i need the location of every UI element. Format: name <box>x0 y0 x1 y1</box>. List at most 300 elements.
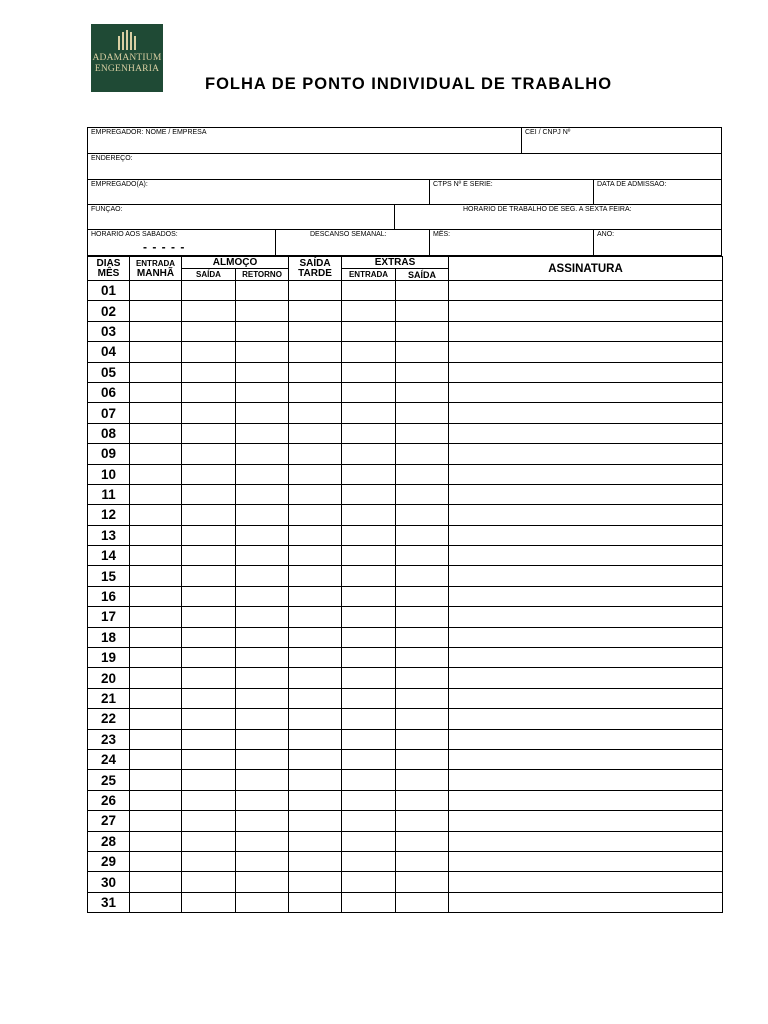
extras-saida-cell[interactable] <box>396 688 449 708</box>
assinatura-cell[interactable] <box>449 382 723 402</box>
almoco-header: ALMOÇO <box>182 257 289 269</box>
saida-tarde-cell[interactable] <box>289 505 342 525</box>
saida-tarde-cell[interactable] <box>289 831 342 851</box>
day-number: 13 <box>88 525 130 545</box>
extras-entrada-cell[interactable] <box>342 403 396 423</box>
ctps-field[interactable]: CTPS Nº E SERIE: <box>430 180 594 204</box>
almoco-retorno-cell[interactable] <box>236 484 289 504</box>
almoco-saida-cell[interactable] <box>182 586 236 606</box>
entrada-manha-cell[interactable] <box>130 484 182 504</box>
table-row <box>88 525 723 545</box>
entrada-manha-cell[interactable] <box>130 566 182 586</box>
header-form <box>87 127 722 256</box>
descanso-field[interactable]: DESCANSO SEMANAL: <box>276 230 430 255</box>
saida-tarde-cell[interactable] <box>289 627 342 647</box>
assinatura-cell[interactable] <box>449 281 723 301</box>
entrada-manha-cell[interactable] <box>130 709 182 729</box>
extras-saida-cell[interactable] <box>396 464 449 484</box>
extras-entrada-cell[interactable] <box>342 342 396 362</box>
extras-entrada-cell[interactable] <box>342 770 396 790</box>
assinatura-cell[interactable] <box>449 749 723 769</box>
extras-saida-cell[interactable] <box>396 811 449 831</box>
day-number: 09 <box>88 444 130 464</box>
entrada-manha-cell[interactable] <box>130 342 182 362</box>
extras-entrada-cell[interactable] <box>342 423 396 443</box>
almoco-saida-cell[interactable] <box>182 321 236 341</box>
almoco-retorno-cell[interactable] <box>236 648 289 668</box>
extras-entrada-cell[interactable] <box>342 790 396 810</box>
entrada-manha-cell[interactable] <box>130 851 182 871</box>
almoco-retorno-cell[interactable] <box>236 382 289 402</box>
assinatura-cell[interactable] <box>449 403 723 423</box>
logo-bars-icon <box>91 30 163 50</box>
extras-saida-cell[interactable] <box>396 627 449 647</box>
table-row <box>88 586 723 606</box>
assinatura-cell[interactable] <box>449 648 723 668</box>
almoco-saida-cell[interactable] <box>182 872 236 892</box>
extras-entrada-cell[interactable] <box>342 627 396 647</box>
entrada-manha-cell[interactable] <box>130 688 182 708</box>
cei-field[interactable]: CEI / CNPJ Nº <box>525 129 571 136</box>
extras-entrada-cell[interactable] <box>342 688 396 708</box>
day-number: 04 <box>88 342 130 362</box>
extras-entrada-cell[interactable] <box>342 546 396 566</box>
extras-saida-cell[interactable] <box>396 525 449 545</box>
entrada-manha-cell[interactable] <box>130 811 182 831</box>
almoco-saida-cell[interactable] <box>182 831 236 851</box>
table-row <box>88 301 723 321</box>
extras-saida-cell[interactable] <box>396 484 449 504</box>
day-number: 23 <box>88 729 130 749</box>
assinatura-header: ASSINATURA <box>449 257 723 281</box>
day-number: 24 <box>88 749 130 769</box>
ano-field[interactable]: ANO: <box>597 231 615 238</box>
entrada-manha-cell[interactable] <box>130 892 182 912</box>
header-row-2 <box>88 154 721 180</box>
extras-saida-cell[interactable] <box>396 301 449 321</box>
extras-entrada-cell[interactable] <box>342 709 396 729</box>
empregador-field[interactable]: EMPREGADOR: NOME / EMPRESA <box>88 128 522 153</box>
almoco-saida-cell[interactable] <box>182 362 236 382</box>
extras-entrada-cell[interactable] <box>342 668 396 688</box>
day-number: 16 <box>88 586 130 606</box>
assinatura-cell[interactable] <box>449 709 723 729</box>
extras-entrada-cell[interactable] <box>342 566 396 586</box>
almoco-retorno-cell[interactable] <box>236 790 289 810</box>
header-row-4 <box>88 205 721 230</box>
saida-tarde-cell[interactable] <box>289 403 342 423</box>
almoco-retorno-cell[interactable] <box>236 668 289 688</box>
saida-tarde-cell[interactable] <box>289 688 342 708</box>
assinatura-cell[interactable] <box>449 464 723 484</box>
almoco-retorno-cell[interactable] <box>236 362 289 382</box>
saida-tarde-cell[interactable] <box>289 892 342 912</box>
assinatura-cell[interactable] <box>449 362 723 382</box>
extras-entrada-cell[interactable] <box>342 872 396 892</box>
saida-tarde-cell[interactable] <box>289 444 342 464</box>
extras-saida-cell[interactable] <box>396 382 449 402</box>
almoco-retorno-cell[interactable] <box>236 566 289 586</box>
assinatura-cell[interactable] <box>449 729 723 749</box>
logo-text-line2: ENGENHARIA <box>94 64 160 74</box>
table-row <box>88 831 723 851</box>
day-number: 05 <box>88 362 130 382</box>
extras-entrada-cell[interactable] <box>342 362 396 382</box>
entrada-manha-cell[interactable] <box>130 790 182 810</box>
header-row-1 <box>88 128 721 154</box>
extras-saida-cell[interactable] <box>396 648 449 668</box>
almoco-retorno-cell[interactable] <box>236 464 289 484</box>
table-row <box>88 892 723 912</box>
saida-tarde-cell[interactable] <box>289 668 342 688</box>
almoco-saida-cell[interactable] <box>182 851 236 871</box>
table-row <box>88 484 723 504</box>
assinatura-cell[interactable] <box>449 811 723 831</box>
table-row <box>88 851 723 871</box>
extras-saida-cell[interactable] <box>396 790 449 810</box>
almoco-retorno-cell[interactable] <box>236 607 289 627</box>
extras-entrada-cell[interactable] <box>342 301 396 321</box>
assinatura-cell[interactable] <box>449 872 723 892</box>
saida-tarde-cell[interactable] <box>289 546 342 566</box>
extras-saida-cell[interactable] <box>396 668 449 688</box>
assinatura-cell[interactable] <box>449 607 723 627</box>
extras-saida-cell[interactable] <box>396 607 449 627</box>
almoco-saida-cell[interactable] <box>182 464 236 484</box>
day-number: 29 <box>88 851 130 871</box>
company-logo <box>91 24 163 92</box>
extras-saida-cell[interactable] <box>396 403 449 423</box>
day-number: 17 <box>88 607 130 627</box>
almoco-retorno-cell[interactable] <box>236 872 289 892</box>
extras-entrada-cell[interactable] <box>342 749 396 769</box>
almoco-saida-cell[interactable] <box>182 892 236 912</box>
almoco-retorno-cell[interactable] <box>236 709 289 729</box>
entrada-manha-cell[interactable] <box>130 668 182 688</box>
extras-saida-cell[interactable] <box>396 362 449 382</box>
extras-saida-header: SAÍDA <box>396 269 449 281</box>
admissao-field[interactable]: DATA DE ADMISSAO: <box>597 181 667 188</box>
extras-saida-cell[interactable] <box>396 342 449 362</box>
table-row <box>88 688 723 708</box>
day-number: 21 <box>88 688 130 708</box>
day-number: 02 <box>88 301 130 321</box>
almoco-retorno-cell[interactable] <box>236 586 289 606</box>
saida-tarde-cell[interactable] <box>289 648 342 668</box>
mes-field[interactable]: MÊS: <box>430 230 594 255</box>
extras-entrada-cell[interactable] <box>342 464 396 484</box>
almoco-saida-cell[interactable] <box>182 403 236 423</box>
table-row <box>88 281 723 301</box>
empregado-field[interactable]: EMPREGADO(A): <box>88 180 430 204</box>
day-number: 22 <box>88 709 130 729</box>
extras-entrada-cell[interactable] <box>342 382 396 402</box>
table-row <box>88 811 723 831</box>
almoco-retorno-cell[interactable] <box>236 444 289 464</box>
almoco-saida-header: SAÍDA <box>182 269 236 281</box>
saida-tarde-cell[interactable] <box>289 382 342 402</box>
extras-saida-cell[interactable] <box>396 831 449 851</box>
extras-saida-cell[interactable] <box>396 709 449 729</box>
entrada-manha-cell[interactable] <box>130 627 182 647</box>
extras-entrada-cell[interactable] <box>342 505 396 525</box>
assinatura-cell[interactable] <box>449 566 723 586</box>
saida-tarde-cell[interactable] <box>289 362 342 382</box>
extras-saida-cell[interactable] <box>396 546 449 566</box>
header-row-5 <box>88 230 721 255</box>
sabados-value: - - - - - <box>143 240 186 254</box>
almoco-saida-cell[interactable] <box>182 525 236 545</box>
entrada-manha-cell[interactable] <box>130 505 182 525</box>
extras-saida-cell[interactable] <box>396 444 449 464</box>
entrada-manha-cell[interactable] <box>130 525 182 545</box>
saida-tarde-cell[interactable] <box>289 281 342 301</box>
entrada-manha-cell[interactable] <box>130 382 182 402</box>
day-number: 19 <box>88 648 130 668</box>
assinatura-cell[interactable] <box>449 321 723 341</box>
assinatura-cell[interactable] <box>449 851 723 871</box>
saida-tarde-cell[interactable] <box>289 423 342 443</box>
extras-saida-cell[interactable] <box>396 770 449 790</box>
almoco-saida-cell[interactable] <box>182 729 236 749</box>
almoco-saida-cell[interactable] <box>182 444 236 464</box>
almoco-saida-cell[interactable] <box>182 607 236 627</box>
extras-entrada-cell[interactable] <box>342 281 396 301</box>
entrada-manha-cell[interactable] <box>130 464 182 484</box>
day-number: 31 <box>88 892 130 912</box>
funcao-field[interactable]: FUNÇAO: <box>88 205 395 229</box>
assinatura-cell[interactable] <box>449 627 723 647</box>
saida-tarde-cell[interactable] <box>289 586 342 606</box>
almoco-retorno-cell[interactable] <box>236 403 289 423</box>
almoco-retorno-cell[interactable] <box>236 505 289 525</box>
extras-entrada-cell[interactable] <box>342 729 396 749</box>
table-row <box>88 607 723 627</box>
almoco-saida-cell[interactable] <box>182 709 236 729</box>
extras-entrada-cell[interactable] <box>342 892 396 912</box>
entrada-manha-cell[interactable] <box>130 648 182 668</box>
almoco-saida-cell[interactable] <box>182 790 236 810</box>
day-number: 20 <box>88 668 130 688</box>
entrada-manha-cell[interactable] <box>130 729 182 749</box>
day-number: 10 <box>88 464 130 484</box>
extras-header: EXTRAS <box>342 257 449 269</box>
almoco-saida-cell[interactable] <box>182 382 236 402</box>
day-number: 26 <box>88 790 130 810</box>
entrada-manha-cell[interactable] <box>130 770 182 790</box>
almoco-retorno-cell[interactable] <box>236 525 289 545</box>
extras-saida-cell[interactable] <box>396 321 449 341</box>
assinatura-cell[interactable] <box>449 484 723 504</box>
table-row <box>88 566 723 586</box>
day-number: 30 <box>88 872 130 892</box>
assinatura-cell[interactable] <box>449 505 723 525</box>
saida-tarde-cell[interactable] <box>289 811 342 831</box>
day-rows <box>88 281 723 913</box>
almoco-retorno-cell[interactable] <box>236 892 289 912</box>
assinatura-cell[interactable] <box>449 790 723 810</box>
saida-tarde-cell[interactable] <box>289 321 342 341</box>
table-row <box>88 790 723 810</box>
timesheet-table <box>87 256 723 913</box>
assinatura-cell[interactable] <box>449 770 723 790</box>
extras-entrada-cell[interactable] <box>342 484 396 504</box>
almoco-saida-cell[interactable] <box>182 688 236 708</box>
entrada-manha-cell[interactable] <box>130 586 182 606</box>
entrada-manha-cell[interactable] <box>130 749 182 769</box>
assinatura-cell[interactable] <box>449 892 723 912</box>
assinatura-cell[interactable] <box>449 586 723 606</box>
logo-text-line1: ADAMANTIUM <box>92 53 162 63</box>
table-row <box>88 444 723 464</box>
extras-entrada-header: ENTRADA <box>342 269 396 281</box>
almoco-retorno-cell[interactable] <box>236 831 289 851</box>
extras-saida-cell[interactable] <box>396 566 449 586</box>
almoco-saida-cell[interactable] <box>182 505 236 525</box>
saida-tarde-cell[interactable] <box>289 607 342 627</box>
entrada-manha-cell[interactable] <box>130 444 182 464</box>
almoco-saida-cell[interactable] <box>182 811 236 831</box>
almoco-retorno-cell[interactable] <box>236 811 289 831</box>
almoco-saida-cell[interactable] <box>182 484 236 504</box>
assinatura-cell[interactable] <box>449 525 723 545</box>
assinatura-cell[interactable] <box>449 301 723 321</box>
entrada-manha-cell[interactable] <box>130 546 182 566</box>
day-number: 27 <box>88 811 130 831</box>
saida-tarde-cell[interactable] <box>289 729 342 749</box>
almoco-retorno-cell[interactable] <box>236 749 289 769</box>
almoco-retorno-cell[interactable] <box>236 770 289 790</box>
saida-tarde-cell[interactable] <box>289 525 342 545</box>
dias-mes-header: DIAS MÊS <box>88 257 130 281</box>
saida-tarde-cell[interactable] <box>289 770 342 790</box>
almoco-saida-cell[interactable] <box>182 770 236 790</box>
almoco-retorno-cell[interactable] <box>236 301 289 321</box>
saida-tarde-cell[interactable] <box>289 872 342 892</box>
extras-entrada-cell[interactable] <box>342 444 396 464</box>
extras-saida-cell[interactable] <box>396 281 449 301</box>
almoco-retorno-cell[interactable] <box>236 342 289 362</box>
almoco-retorno-cell[interactable] <box>236 281 289 301</box>
almoco-saida-cell[interactable] <box>182 281 236 301</box>
table-row <box>88 627 723 647</box>
saida-tarde-cell[interactable] <box>289 709 342 729</box>
day-number: 12 <box>88 505 130 525</box>
almoco-retorno-cell[interactable] <box>236 321 289 341</box>
saida-tarde-cell[interactable] <box>289 301 342 321</box>
extras-saida-cell[interactable] <box>396 851 449 871</box>
extras-entrada-cell[interactable] <box>342 607 396 627</box>
extras-saida-cell[interactable] <box>396 505 449 525</box>
page-title: FOLHA DE PONTO INDIVIDUAL DE TRABALHO <box>205 75 613 93</box>
entrada-manha-cell[interactable] <box>130 423 182 443</box>
extras-saida-cell[interactable] <box>396 872 449 892</box>
table-row <box>88 505 723 525</box>
almoco-retorno-cell[interactable] <box>236 627 289 647</box>
entrada-manha-cell[interactable] <box>130 281 182 301</box>
extras-saida-cell[interactable] <box>396 729 449 749</box>
day-number: 14 <box>88 546 130 566</box>
table-row <box>88 709 723 729</box>
almoco-saida-cell[interactable] <box>182 749 236 769</box>
almoco-retorno-cell[interactable] <box>236 688 289 708</box>
entrada-manha-cell[interactable] <box>130 362 182 382</box>
day-number: 08 <box>88 423 130 443</box>
table-row <box>88 321 723 341</box>
extras-entrada-cell[interactable] <box>342 321 396 341</box>
extras-entrada-cell[interactable] <box>342 648 396 668</box>
day-number: 03 <box>88 321 130 341</box>
extras-saida-cell[interactable] <box>396 423 449 443</box>
table-row <box>88 546 723 566</box>
almoco-saida-cell[interactable] <box>182 546 236 566</box>
entrada-manha-cell[interactable] <box>130 403 182 423</box>
extras-saida-cell[interactable] <box>396 749 449 769</box>
endereco-field[interactable]: ENDEREÇO: <box>91 155 133 162</box>
table-row <box>88 770 723 790</box>
saida-tarde-cell[interactable] <box>289 851 342 871</box>
saida-tarde-cell[interactable] <box>289 464 342 484</box>
almoco-retorno-cell[interactable] <box>236 423 289 443</box>
almoco-retorno-cell[interactable] <box>236 729 289 749</box>
table-row <box>88 423 723 443</box>
entrada-manha-cell[interactable] <box>130 321 182 341</box>
entrada-manha-cell[interactable] <box>130 301 182 321</box>
almoco-saida-cell[interactable] <box>182 668 236 688</box>
entrada-manha-cell[interactable] <box>130 831 182 851</box>
extras-entrada-cell[interactable] <box>342 586 396 606</box>
almoco-saida-cell[interactable] <box>182 423 236 443</box>
table-row <box>88 648 723 668</box>
assinatura-cell[interactable] <box>449 546 723 566</box>
table-row <box>88 342 723 362</box>
almoco-saida-cell[interactable] <box>182 566 236 586</box>
assinatura-cell[interactable] <box>449 688 723 708</box>
almoco-saida-cell[interactable] <box>182 648 236 668</box>
saida-tarde-cell[interactable] <box>289 342 342 362</box>
extras-saida-cell[interactable] <box>396 892 449 912</box>
entrada-manha-cell[interactable] <box>130 607 182 627</box>
assinatura-cell[interactable] <box>449 444 723 464</box>
entrada-manha-cell[interactable] <box>130 872 182 892</box>
extras-saida-cell[interactable] <box>396 586 449 606</box>
extras-entrada-cell[interactable] <box>342 851 396 871</box>
extras-entrada-cell[interactable] <box>342 525 396 545</box>
table-row <box>88 872 723 892</box>
assinatura-cell[interactable] <box>449 831 723 851</box>
extras-entrada-cell[interactable] <box>342 831 396 851</box>
assinatura-cell[interactable] <box>449 668 723 688</box>
saida-tarde-cell[interactable] <box>289 749 342 769</box>
almoco-saida-cell[interactable] <box>182 301 236 321</box>
table-row <box>88 749 723 769</box>
assinatura-cell[interactable] <box>449 342 723 362</box>
saida-tarde-cell[interactable] <box>289 566 342 586</box>
saida-tarde-cell[interactable] <box>289 790 342 810</box>
almoco-retorno-cell[interactable] <box>236 546 289 566</box>
almoco-saida-cell[interactable] <box>182 627 236 647</box>
almoco-retorno-cell[interactable] <box>236 851 289 871</box>
day-number: 15 <box>88 566 130 586</box>
horario-semana-field[interactable]: HORARIO DE TRABALHO DE SEG. A SEXTA FEIRA: <box>463 206 632 213</box>
saida-tarde-cell[interactable] <box>289 484 342 504</box>
almoco-saida-cell[interactable] <box>182 342 236 362</box>
horario-sabados-field[interactable]: HORARIO AOS SABADOS: - - - - - <box>88 230 276 255</box>
table-row <box>88 403 723 423</box>
day-number: 06 <box>88 382 130 402</box>
assinatura-cell[interactable] <box>449 423 723 443</box>
extras-entrada-cell[interactable] <box>342 811 396 831</box>
